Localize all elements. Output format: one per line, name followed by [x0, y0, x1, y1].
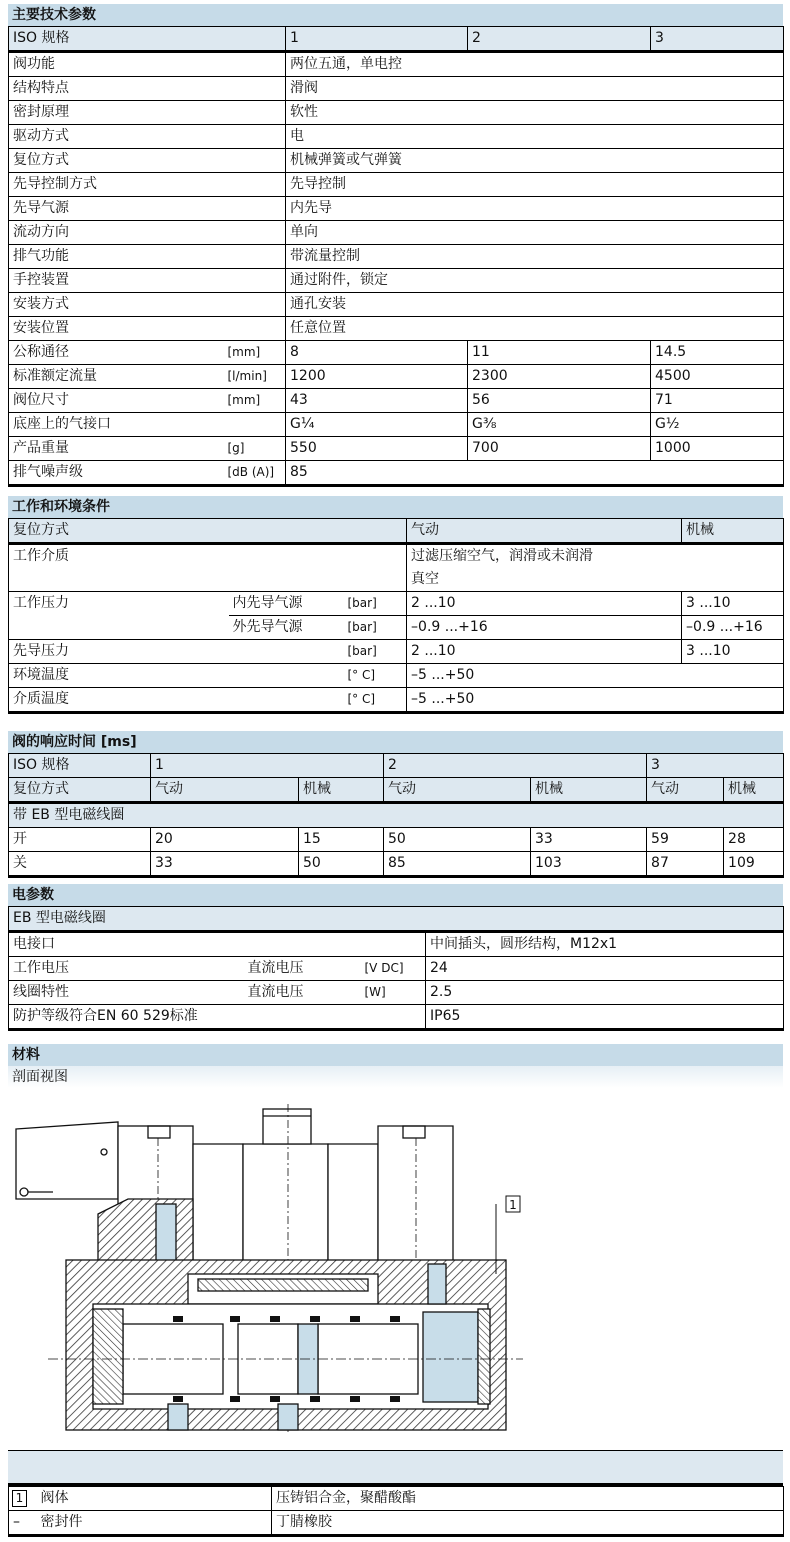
row-value: 2.5	[426, 981, 784, 1005]
row-label: 环境温度	[9, 664, 344, 688]
table-row	[9, 173, 784, 197]
electrical-table	[8, 906, 784, 1031]
value-size-2: G⅜	[468, 413, 651, 437]
cell-value: 15	[299, 828, 384, 852]
value-size-1: 43	[286, 389, 468, 413]
table-row	[9, 544, 784, 592]
iso-header-row	[9, 27, 784, 52]
response-time-table	[8, 753, 784, 878]
iso-size-1: 1	[286, 27, 468, 52]
coil-row	[9, 907, 784, 932]
value-pneumatic: 2 ...10	[407, 592, 682, 616]
row-value: –5 ...+50	[407, 688, 784, 713]
row-unit: [° C]	[344, 688, 407, 713]
row-unit: [° C]	[344, 664, 407, 688]
material-part: 阀体	[37, 1487, 272, 1511]
value-size-2: 11	[468, 341, 651, 365]
table-row	[9, 413, 784, 437]
pneumatic-header: 气动	[151, 778, 299, 803]
row-value: IP65	[426, 1005, 784, 1030]
section-title: 主要技术参数	[8, 4, 783, 26]
section-subtitle: 剖面视图	[8, 1066, 783, 1088]
table-row	[9, 852, 784, 877]
row-label: 先导控制方式	[9, 173, 286, 197]
row-label: 工作电压	[9, 957, 244, 981]
medium-line-2: 真空	[411, 571, 440, 587]
table-row	[9, 664, 784, 688]
table-row	[9, 221, 784, 245]
value-size-3: 71	[651, 389, 784, 413]
row-label: 线圈特性	[9, 981, 244, 1005]
row-label: 手控装置	[9, 269, 286, 293]
table-row	[9, 125, 784, 149]
value-size-1: 550	[286, 437, 468, 461]
table-row	[9, 1005, 784, 1030]
row-value: 电	[286, 125, 784, 149]
table-row	[9, 389, 784, 413]
row-sublabel: 直流电压	[244, 957, 361, 981]
row-label: 公称通径	[9, 341, 224, 365]
row-sublabel: 外先导气源	[229, 616, 344, 640]
row-label: 驱动方式	[9, 125, 286, 149]
material-value: 压铸铝合金，聚醋酸酯	[272, 1487, 784, 1511]
cell-value: 20	[151, 828, 299, 852]
value-mechanical: –0.9 ...+16	[682, 616, 784, 640]
cell-value: 87	[647, 852, 724, 877]
coil-type: EB 型电磁线圈	[9, 907, 784, 932]
row-value: 通孔安装	[286, 293, 784, 317]
table-row	[9, 77, 784, 101]
section-title: 材料	[8, 1044, 783, 1066]
row-value: 先导控制	[286, 173, 784, 197]
row-value	[407, 544, 784, 592]
row-value: 任意位置	[286, 317, 784, 341]
mechanical-header: 机械	[682, 519, 784, 544]
iso-size-3: 3	[647, 754, 784, 778]
row-sublabel: 直流电压	[244, 981, 361, 1005]
cell-value: 59	[647, 828, 724, 852]
row-value: 24	[426, 957, 784, 981]
pneumatic-header: 气动	[384, 778, 531, 803]
value-size-3: G½	[651, 413, 784, 437]
row-label: 关	[9, 852, 151, 877]
row-label: 开	[9, 828, 151, 852]
tech-params-table	[8, 26, 784, 487]
table-row	[9, 52, 784, 77]
cell-value: 85	[384, 852, 531, 877]
value-size-3: 14.5	[651, 341, 784, 365]
row-value: 滑阀	[286, 77, 784, 101]
row-unit: [g]	[224, 437, 286, 461]
row-label: 先导压力	[9, 640, 344, 664]
reset-header-row	[9, 519, 784, 544]
table-row	[9, 461, 784, 486]
cell-value: 109	[724, 852, 784, 877]
table-row	[9, 1487, 784, 1511]
value-size-1: G¼	[286, 413, 468, 437]
coil-type: 带 EB 型电磁线圈	[9, 803, 784, 828]
cell-value: 33	[531, 828, 647, 852]
table-row	[9, 932, 784, 957]
materials-table	[8, 1486, 784, 1537]
table-row	[9, 688, 784, 713]
row-label: 工作压力	[9, 592, 229, 640]
row-label: 安装方式	[9, 293, 286, 317]
row-label: 先导气源	[9, 197, 286, 221]
row-value: 机械弹簧或气弹簧	[286, 149, 784, 173]
row-label: 防护等级符合EN 60 529标准	[9, 1005, 426, 1030]
cell-value: 103	[531, 852, 647, 877]
iso-size-3: 3	[651, 27, 784, 52]
table-row	[9, 101, 784, 125]
materials-table-wrapper	[8, 1450, 783, 1537]
valve-cross-section-drawing	[8, 1104, 548, 1444]
table-row	[9, 341, 784, 365]
row-sublabel: 内先导气源	[229, 592, 344, 616]
row-label: 流动方向	[9, 221, 286, 245]
value-mechanical: 3 ...10	[682, 592, 784, 616]
value-size-2: 2300	[468, 365, 651, 389]
coil-row	[9, 803, 784, 828]
material-value: 丁腈橡胶	[272, 1511, 784, 1536]
row-value: 两位五通，单电控	[286, 52, 784, 77]
value-size-3: 1000	[651, 437, 784, 461]
mechanical-header: 机械	[724, 778, 784, 803]
materials-header	[8, 1450, 783, 1486]
conditions-table	[8, 518, 784, 714]
row-label: 复位方式	[9, 149, 286, 173]
value-size-2: 56	[468, 389, 651, 413]
iso-size-2: 2	[384, 754, 647, 778]
material-number	[9, 1487, 37, 1511]
row-label: 标准额定流量	[9, 365, 224, 389]
cell-value: 50	[384, 828, 531, 852]
row-label: 安装位置	[9, 317, 286, 341]
electrical-params-section	[8, 884, 783, 1031]
cell-value: 33	[151, 852, 299, 877]
table-row	[9, 293, 784, 317]
row-unit: [bar]	[344, 592, 407, 616]
iso-size-2: 2	[468, 27, 651, 52]
cell-value: 28	[724, 828, 784, 852]
row-label: 密封原理	[9, 101, 286, 125]
row-unit: [bar]	[344, 616, 407, 640]
row-label: 电接口	[9, 932, 426, 957]
row-label: 产品重量	[9, 437, 224, 461]
row-value: 软性	[286, 101, 784, 125]
value-size-2: 700	[468, 437, 651, 461]
value-size-1: 1200	[286, 365, 468, 389]
row-label: 底座上的气接口	[9, 413, 224, 437]
row-value: 85	[286, 461, 784, 486]
row-value: –5 ...+50	[407, 664, 784, 688]
row-label: 工作介质	[9, 544, 407, 592]
iso-label: ISO 规格	[9, 27, 286, 52]
row-value: 内先导	[286, 197, 784, 221]
row-unit: [V DC]	[361, 957, 426, 981]
row-unit: [mm]	[224, 389, 286, 413]
materials-section	[8, 1044, 783, 1088]
iso-header-row	[9, 754, 784, 778]
value-size-1: 8	[286, 341, 468, 365]
row-label: 阀功能	[9, 52, 286, 77]
medium-line-1: 过滤压缩空气，润滑或未润滑	[411, 548, 594, 564]
row-unit: [l/min]	[224, 365, 286, 389]
response-time-section	[8, 731, 783, 878]
table-row	[9, 149, 784, 173]
mechanical-header: 机械	[299, 778, 384, 803]
row-value: 通过附件，锁定	[286, 269, 784, 293]
row-value: 带流量控制	[286, 245, 784, 269]
material-part: 密封件	[37, 1511, 272, 1536]
row-value: 单向	[286, 221, 784, 245]
reset-label: 复位方式	[9, 778, 151, 803]
row-label: 排气功能	[9, 245, 286, 269]
iso-size-1: 1	[151, 754, 384, 778]
row-unit: [bar]	[344, 640, 407, 664]
value-mechanical: 3 ...10	[682, 640, 784, 664]
table-row	[9, 828, 784, 852]
cell-value: 50	[299, 852, 384, 877]
row-label: 排气噪声级	[9, 461, 224, 486]
row-label: 阀位尺寸	[9, 389, 224, 413]
table-row	[9, 197, 784, 221]
operating-conditions-section	[8, 496, 783, 714]
main-tech-params-section	[8, 4, 783, 487]
section-title: 工作和环境条件	[8, 496, 783, 518]
table-row	[9, 957, 784, 981]
section-title: 阀的响应时间 [ms]	[8, 731, 783, 753]
value-pneumatic: –0.9 ...+16	[407, 616, 682, 640]
table-row	[9, 437, 784, 461]
row-unit	[224, 413, 286, 437]
value-size-3: 4500	[651, 365, 784, 389]
row-unit: [dB (A)]	[224, 461, 286, 486]
callout-label: 1	[509, 1198, 517, 1212]
table-row	[9, 269, 784, 293]
row-unit: [mm]	[224, 341, 286, 365]
row-label: 结构特点	[9, 77, 286, 101]
mechanical-header: 机械	[531, 778, 647, 803]
pneumatic-header: 气动	[647, 778, 724, 803]
row-unit: [W]	[361, 981, 426, 1005]
table-row	[9, 245, 784, 269]
table-row	[9, 640, 784, 664]
row-label: 介质温度	[9, 688, 344, 713]
value-pneumatic: 2 ...10	[407, 640, 682, 664]
table-row	[9, 981, 784, 1005]
iso-label: ISO 规格	[9, 754, 151, 778]
table-row	[9, 1511, 784, 1536]
row-value: 中间插头，圆形结构，M12x1	[426, 932, 784, 957]
table-row	[9, 365, 784, 389]
table-row	[9, 317, 784, 341]
reset-header-row	[9, 778, 784, 803]
pneumatic-header: 气动	[407, 519, 682, 544]
section-title: 电参数	[8, 884, 783, 906]
reset-label: 复位方式	[9, 519, 407, 544]
table-row	[9, 592, 784, 616]
callout-box: 1	[12, 1490, 27, 1507]
material-number: –	[9, 1511, 37, 1536]
